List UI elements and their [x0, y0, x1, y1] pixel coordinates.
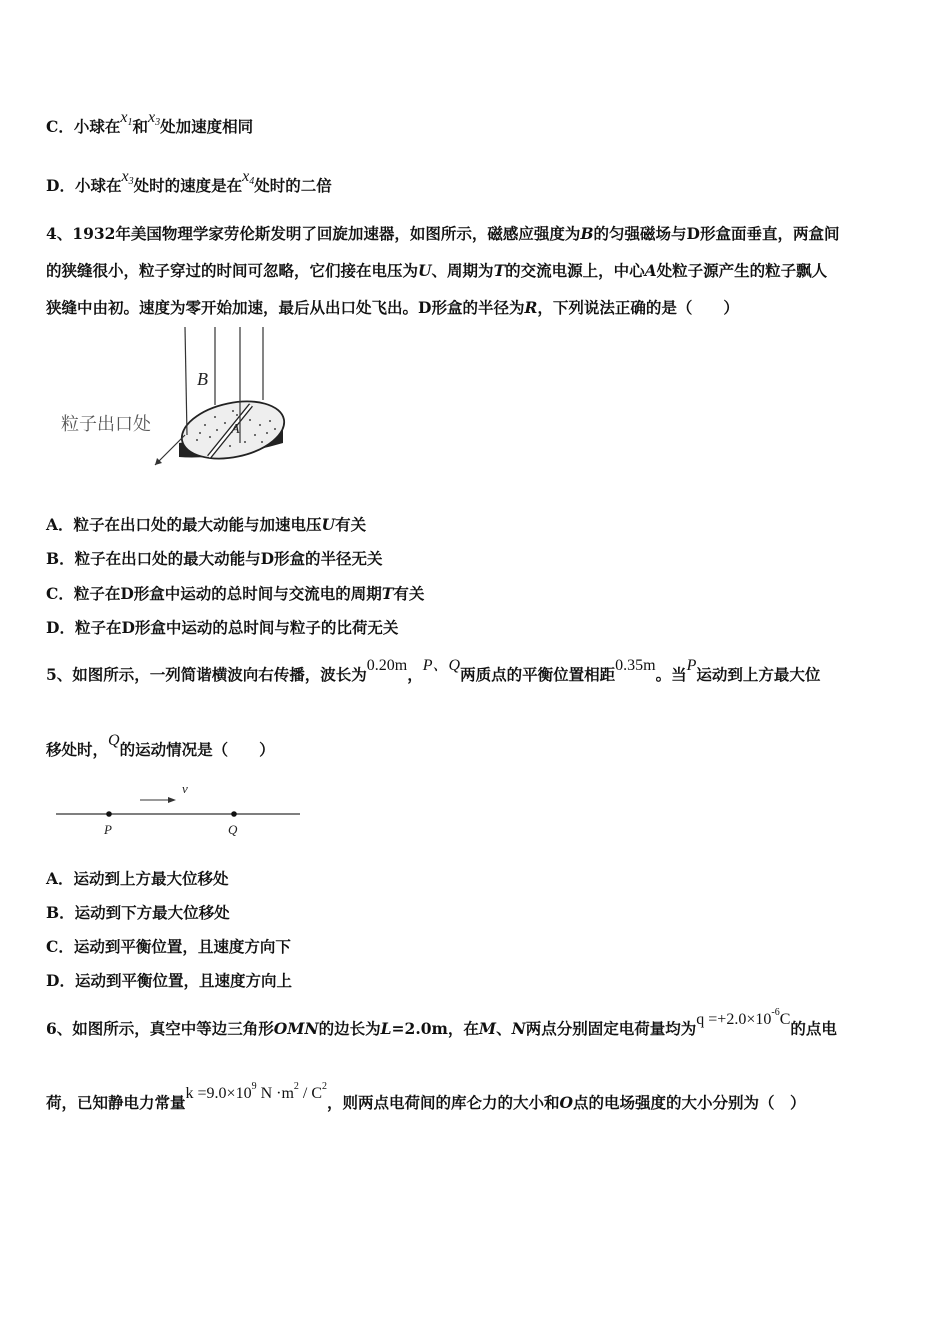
math-x3: $x_3$	[121, 168, 134, 187]
q4-option-c: C．粒子在D形盒中运动的总时间与交流电的周期T有关	[46, 584, 425, 603]
point-q	[231, 811, 237, 817]
point-p	[106, 811, 112, 817]
q6-stem-line1: 6、如图所示，真空中等边三角形OMN的边长为L=2.0m，在M、N两点分别固定电荷量均为$q =+2.0\times 10^{-6}C$的点电	[46, 1007, 837, 1038]
q5-stem-line1: 5、如图所示，一列简谐横波向右传播，波长为0.20m，P、Q两质点的平衡位置相距0.35m。当P运动到上方最大位	[46, 657, 821, 684]
q4-option-d: D．粒子在D形盒中运动的总时间与粒子的比荷无关	[46, 618, 399, 637]
q4-stem-line3: 狭缝中由初。速度为零开始加速，最后从出口处飞出。D形盒的半径为R，下列说法正确的是（ ）	[46, 298, 739, 317]
p-label: P	[104, 822, 112, 837]
b-label: B	[197, 369, 208, 389]
q4-option-a: A．粒子在出口处的最大动能与加速电压U有关	[46, 515, 367, 534]
charge-formula: $q =+2.0\times 10^{-6}C$	[696, 1007, 791, 1028]
math-x3: $x_3$	[147, 109, 161, 128]
cyclotron-figure	[55, 325, 295, 475]
math-x4: $x_4$	[242, 168, 255, 187]
q6-stem-line2: 荷，已知静电力常量$k =9.0\times 10^9$ $N \cdot m^2 / C^2$，则两点电荷间的库仑力的大小和O点的电场强度的大小分别为（ ）	[46, 1081, 806, 1112]
pq-label: P、Q	[422, 657, 461, 674]
q5-option-c: C．运动到平衡位置，且速度方向下	[46, 937, 291, 956]
exit-label: 粒子出口处	[61, 414, 151, 434]
q-label: Q	[108, 732, 120, 749]
v-label: v	[182, 781, 188, 796]
q5-option-a: A．运动到上方最大位移处	[46, 869, 229, 888]
q4-stem-line1: 4、1932年美国物理学家劳伦斯发明了回旋加速器，如图所示，磁感应强度为B的匀强磁场与D形盒面垂直，两盒间	[46, 224, 840, 243]
q5-stem-line2: 移处时，Q的运动情况是（ ）	[46, 732, 275, 759]
wave-figure	[52, 775, 312, 845]
p-label: P	[686, 657, 697, 674]
a-label: A	[231, 422, 240, 437]
q5-option-d: D．运动到平衡位置，且速度方向上	[46, 971, 292, 990]
q-label: Q	[228, 822, 238, 837]
wavelength-value: 0.20m	[366, 657, 408, 674]
q3-option-c: C．小球在$x_1$和$x_3$处加速度相同	[46, 109, 254, 136]
k-formula: $k =9.0\times 10^9$ $N \cdot m^2 / C^2$	[185, 1081, 328, 1102]
q3-option-d: D．小球在$x_3$处时的速度是在$x_4$处时的二倍	[46, 168, 332, 195]
q4-option-b: B．粒子在出口处的最大动能与D形盒的半径无关	[46, 549, 383, 568]
q5-option-b: B．运动到下方最大位移处	[46, 903, 230, 922]
distance-value: 0.35m	[615, 657, 656, 674]
math-x1: $x_1$	[120, 109, 133, 128]
q4-stem-line2: 的狭缝很小，粒子穿过的时间可忽略，它们接在电压为U、周期为T的交流电源上，中心A处粒子源产生的粒子飘人	[46, 261, 828, 280]
